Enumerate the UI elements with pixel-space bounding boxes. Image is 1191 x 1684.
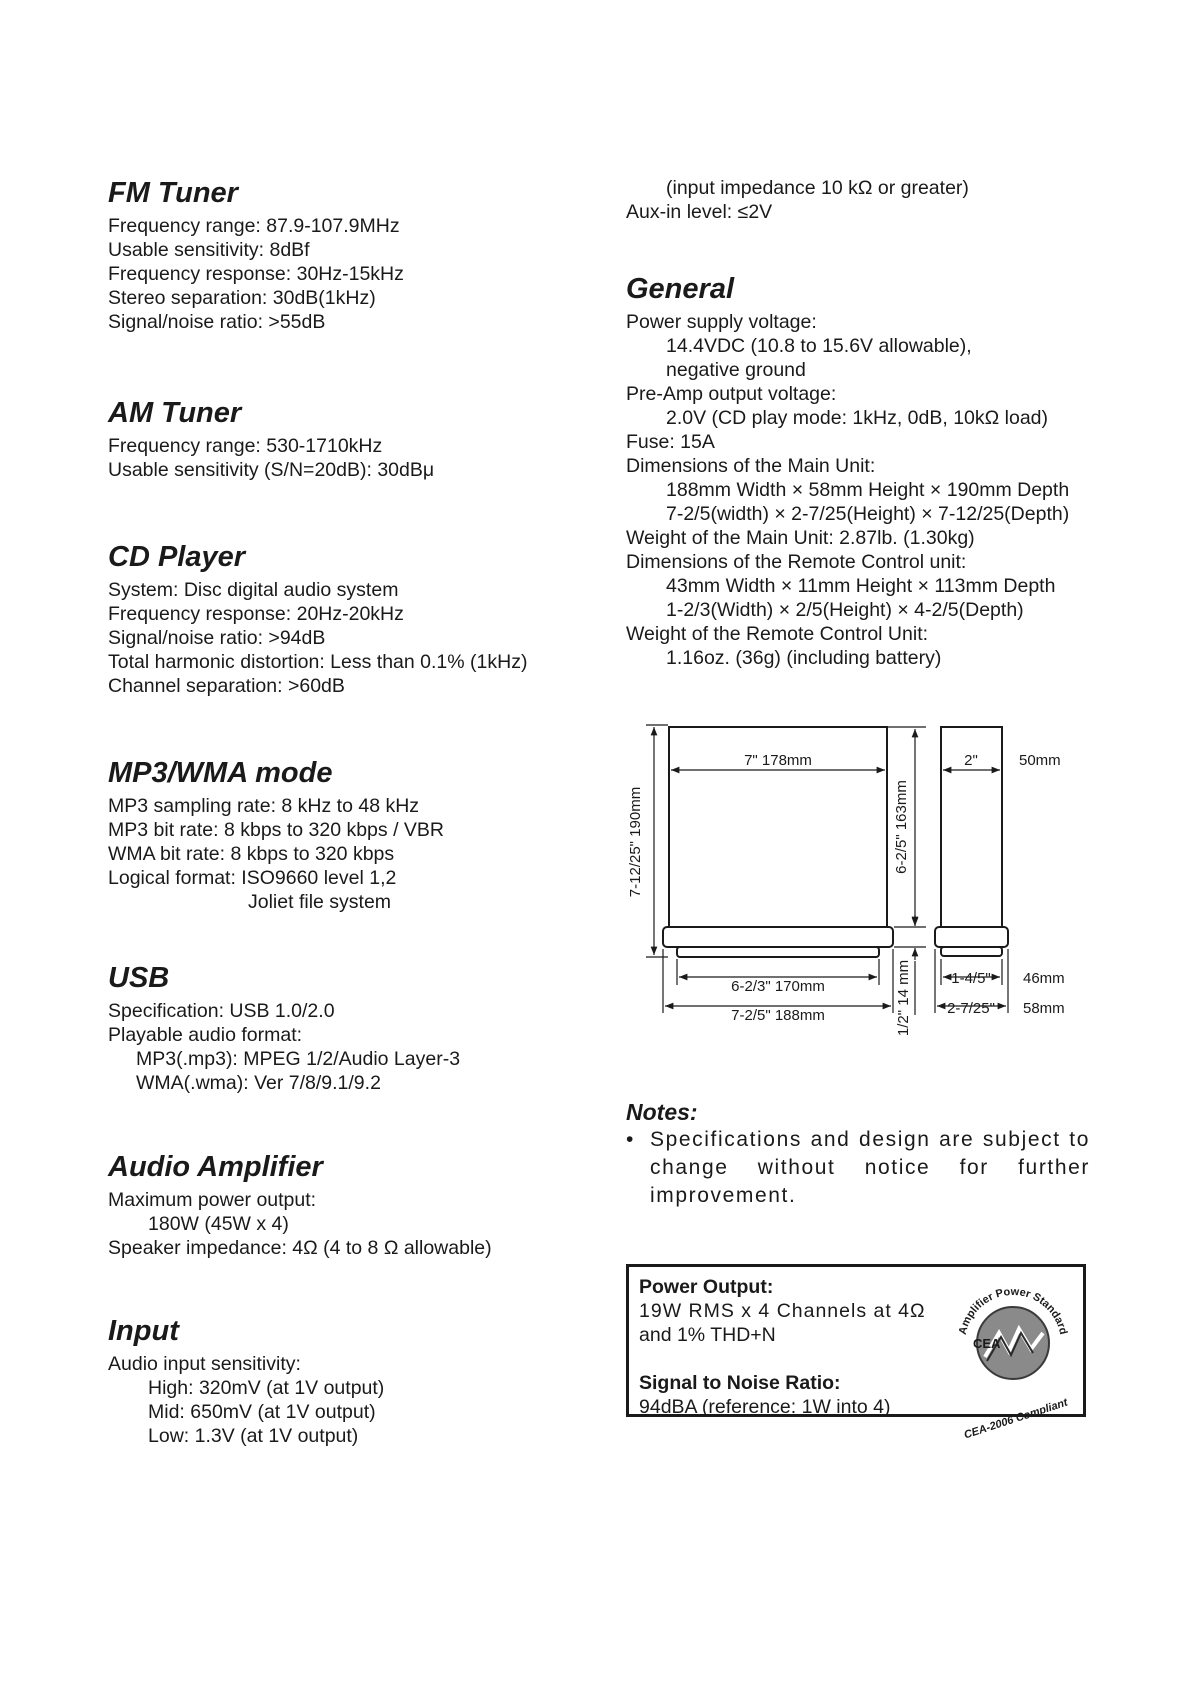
am-usable-sensitivity: Usable sensitivity (S/N=20dB): 30dBμ (108, 459, 435, 481)
depth-total-label: 7-12/25" 190mm (627, 786, 644, 898)
remote-dim-imperial: 1-2/3(Width) × 2/5(Height) × 4-2/5(Depth) (666, 599, 1024, 621)
mp3-wma-heading: MP3/WMA mode (108, 757, 333, 789)
fm-tuner-section (108, 176, 404, 334)
main-unit-knob-strip (677, 947, 879, 957)
general-section (626, 272, 1069, 670)
preamp-value: 2.0V (CD play mode: 1kHz, 0dB, 10kΩ load) (666, 407, 1049, 429)
main-dim-metric: 188mm Width × 58mm Height × 190mm Depth (666, 479, 1070, 501)
fm-frequency-range: Frequency range: 87.9-107.9MHz (108, 215, 400, 237)
speaker-impedance: Speaker impedance: 4Ω (4 to 8 Ω allowable) (108, 1237, 492, 1259)
input-mid: Mid: 650mV (at 1V output) (148, 1401, 376, 1423)
input-impedance-note: (input impedance 10 kΩ or greater) (666, 177, 969, 199)
usb-spec: Specification: USB 1.0/2.0 (108, 1000, 335, 1022)
power-output-line-1: 19W RMS x 4 Channels at 4Ω (639, 1300, 926, 1322)
power-output-label: Power Output: (639, 1276, 774, 1298)
usb-format-wma: WMA(.wma): Ver 7/8/9.1/9.2 (136, 1072, 381, 1094)
depth-body-label: 6-2/5" 163mm (893, 780, 910, 874)
input-high: High: 320mV (at 1V output) (148, 1377, 385, 1399)
power-supply-value-1: 14.4VDC (10.8 to 15.6V allowable), (666, 335, 972, 357)
fm-usable-sensitivity: Usable sensitivity: 8dBf (108, 239, 310, 261)
mp3-wma-section (108, 756, 444, 914)
power-output-line-2: and 1% THD+N (639, 1324, 776, 1346)
cd-signal-noise: Signal/noise ratio: >94dB (108, 627, 326, 649)
usb-format-mp3: MP3(.mp3): MPEG 1/2/Audio Layer-3 (136, 1048, 461, 1070)
preamp-label: Pre-Amp output voltage: (626, 383, 837, 405)
remote-weight-value: 1.16oz. (36g) (including battery) (666, 647, 942, 669)
wma-bit-rate: WMA bit rate: 8 kbps to 320 kbps (108, 843, 395, 865)
side-inner-mm-label: 46mm (1023, 970, 1065, 987)
front-height-label: 1/2" 14 mm (895, 959, 912, 1037)
general-heading: General (626, 273, 734, 305)
input-heading: Input (108, 1315, 179, 1347)
side-inner-label: 1-4/5" (951, 970, 991, 987)
notes-bullet-item (626, 1126, 1090, 1210)
max-power-label: Maximum power output: (108, 1189, 317, 1211)
usb-heading: USB (108, 962, 170, 994)
main-dim-imperial: 7-2/5(width) × 2-7/25(Height) × 7-12/25(Depth) (666, 503, 1070, 525)
usb-section (108, 961, 460, 1095)
notes-text: Specifications and design are subject to change without notice for further improvement. (650, 1128, 1090, 1207)
cd-frequency-response: Frequency response: 20Hz-20kHz (108, 603, 404, 625)
input-section (108, 1314, 384, 1448)
main-weight: Weight of the Main Unit: 2.87lb. (1.30kg) (626, 527, 975, 549)
amplifier-section (108, 1150, 492, 1260)
logical-format-cont: Joliet file system (248, 891, 392, 913)
am-tuner-heading: AM Tuner (108, 397, 242, 429)
mp3-sampling-rate: MP3 sampling rate: 8 kHz to 48 kHz (108, 795, 420, 817)
front-outer-label: 7-2/5" 188mm (731, 1007, 825, 1024)
logical-format: Logical format: ISO9660 level 1,2 (108, 867, 397, 889)
input-sensitivity-label: Audio input sensitivity: (108, 1353, 301, 1375)
am-tuner-section (108, 396, 434, 482)
max-power-value: 180W (45W x 4) (148, 1213, 289, 1235)
am-frequency-range: Frequency range: 530-1710kHz (108, 435, 383, 457)
front-inner-label: 6-2/3" 170mm (731, 978, 825, 995)
cea-brand-text: CEA (973, 1336, 1001, 1351)
fuse: Fuse: 15A (626, 431, 715, 453)
snr-label: Signal to Noise Ratio: (639, 1372, 841, 1394)
side-width-label: 2" (964, 752, 978, 769)
remote-dim-metric: 43mm Width × 11mm Height × 113mm Depth (666, 575, 1056, 597)
fm-stereo-separation: Stereo separation: 30dB(1kHz) (108, 287, 376, 309)
bullet-icon: • (626, 1128, 635, 1151)
cd-player-section (108, 540, 527, 698)
mp3-bit-rate: MP3 bit rate: 8 kbps to 320 kbps / VBR (108, 819, 445, 841)
cd-thd: Total harmonic distortion: Less than 0.1% (1kHz) (108, 651, 528, 673)
notes-heading: Notes: (626, 1099, 698, 1125)
cd-channel-separation: Channel separation: >60dB (108, 675, 345, 697)
aux-in-level: Aux-in level: ≤2V (626, 201, 773, 223)
remote-front-strip (941, 947, 1002, 956)
side-outer-label: 2-7/25" (947, 1000, 995, 1017)
power-supply-label: Power supply voltage: (626, 311, 817, 333)
remote-front (935, 927, 1008, 947)
notes-section (626, 1098, 1090, 1210)
top-width-label: 7" 178mm (744, 752, 812, 769)
fm-signal-noise: Signal/noise ratio: >55dB (108, 311, 326, 333)
fm-tuner-heading: FM Tuner (108, 177, 238, 209)
remote-weight-label: Weight of the Remote Control Unit: (626, 623, 929, 645)
remote-dim-label: Dimensions of the Remote Control unit: (626, 551, 967, 573)
cea-arc-bottom-text: CEA-2006 Compliant (962, 1396, 1069, 1442)
cea-compliance-logo-icon (947, 1271, 1079, 1411)
amplifier-heading: Audio Amplifier (108, 1151, 323, 1183)
power-output-box (626, 1264, 1086, 1442)
cd-player-heading: CD Player (108, 541, 246, 573)
dimension-diagram (610, 715, 1090, 1060)
side-outer-mm-label: 58mm (1023, 1000, 1065, 1017)
input-low: Low: 1.3V (at 1V output) (148, 1425, 359, 1447)
cd-system: System: Disc digital audio system (108, 579, 399, 601)
input-continued (626, 176, 969, 224)
snr-value: 94dBA (reference: 1W into 4) (639, 1396, 891, 1418)
usb-playable: Playable audio format: (108, 1024, 303, 1046)
fm-frequency-response: Frequency response: 30Hz-15kHz (108, 263, 404, 285)
cea-arc-top-text: Amplifier Power Standard (956, 1285, 1070, 1336)
main-unit-front-panel (663, 927, 893, 947)
main-dim-label: Dimensions of the Main Unit: (626, 455, 876, 477)
side-width-mm-label: 50mm (1019, 752, 1061, 769)
power-supply-value-2: negative ground (666, 359, 806, 381)
